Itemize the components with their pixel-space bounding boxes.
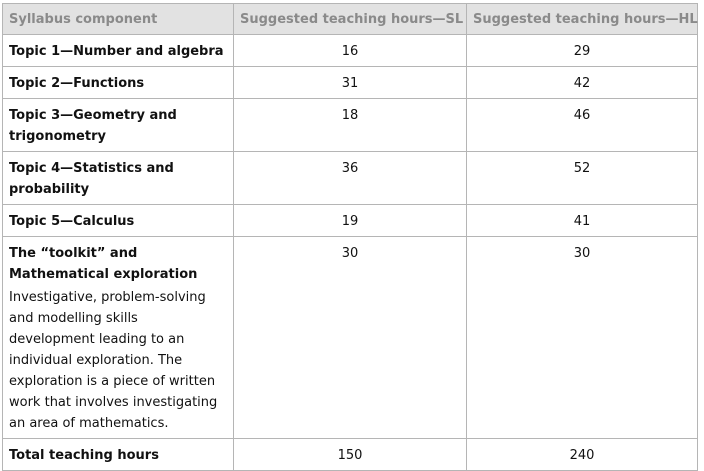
header-syllabus-component: Syllabus component [3, 4, 234, 35]
table-row [3, 152, 698, 205]
topic-cell [3, 237, 234, 439]
total-label: Total teaching hours [3, 439, 234, 471]
table-row [3, 35, 698, 67]
topic-description: Investigative, problem-solving and modelling skills development leading to an individual exploration. The exploration is a piece of written work that involves investigating an area of mathematics. [9, 290, 218, 431]
table-header-row [3, 4, 698, 35]
header-sl-hours: Suggested teaching hours—SL [234, 4, 467, 35]
syllabus-hours-table [2, 3, 698, 471]
table-row [3, 99, 698, 152]
sl-hours-cell: 36 [234, 152, 467, 205]
topic-cell: Topic 1—Number and algebra [3, 35, 234, 67]
sl-hours-cell: 16 [234, 35, 467, 67]
total-sl-hours: 150 [234, 439, 467, 471]
hl-hours-cell: 46 [467, 99, 698, 152]
total-row [3, 439, 698, 471]
hl-hours-cell: 29 [467, 35, 698, 67]
topic-cell: Topic 4—Statistics and probability [3, 152, 234, 205]
table-row [3, 67, 698, 99]
hl-hours-cell: 52 [467, 152, 698, 205]
header-hl-hours: Suggested teaching hours—HL [467, 4, 698, 35]
topic-cell: Topic 3—Geometry and trigonometry [3, 99, 234, 152]
syllabus-table-container [2, 3, 697, 471]
sl-hours-cell: 19 [234, 205, 467, 237]
topic-title: The “toolkit” and Mathematical exploration [9, 246, 198, 282]
sl-hours-cell: 30 [234, 237, 467, 439]
table-row [3, 205, 698, 237]
total-hl-hours: 240 [467, 439, 698, 471]
sl-hours-cell: 31 [234, 67, 467, 99]
table-row [3, 237, 698, 439]
topic-cell: Topic 2—Functions [3, 67, 234, 99]
hl-hours-cell: 42 [467, 67, 698, 99]
hl-hours-cell: 30 [467, 237, 698, 439]
sl-hours-cell: 18 [234, 99, 467, 152]
topic-cell: Topic 5—Calculus [3, 205, 234, 237]
hl-hours-cell: 41 [467, 205, 698, 237]
